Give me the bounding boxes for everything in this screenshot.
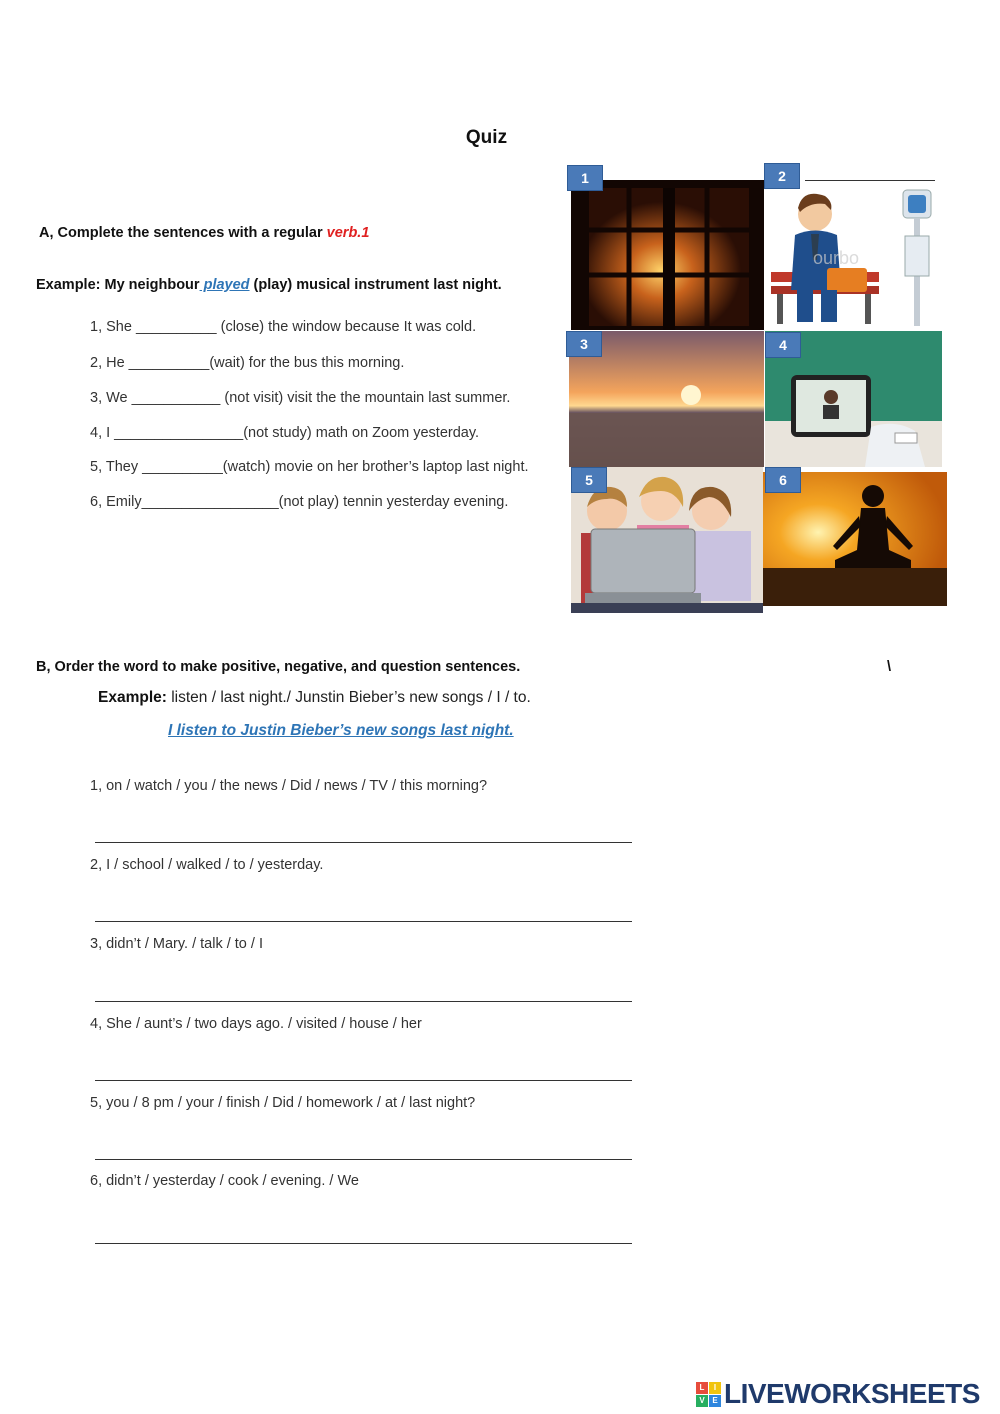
section-a-heading-text: A, Complete the sentences with a regular (39, 225, 327, 241)
photo-badge-6: 6 (765, 467, 801, 493)
section-b-example (98, 689, 531, 707)
section-b-item-5: 5, you / 8 pm / your / finish / Did / homework / at / last night? (90, 1095, 476, 1111)
stray-backslash: \ (887, 659, 892, 675)
section-b-item-2: 2, I / school / walked / to / yesterday. (90, 857, 324, 873)
photo-man-bus-stop (765, 180, 942, 330)
photo-badge-4: 4 (765, 332, 801, 358)
example-words: listen / last night./ Junstin Bieber’s new songs / I / to. (166, 689, 531, 706)
example-suffix: (play) musical instrument last night. (249, 277, 502, 293)
section-b-item-3: 3, didn’t / Mary. / talk / to / I (90, 936, 263, 952)
section-b-item-6: 6, didn’t / yesterday / cook / evening. / We (90, 1173, 359, 1189)
watermark-text: ourbo (813, 248, 860, 268)
section-b-heading: B, Order the word to make positive, negative, and question sentences. (36, 659, 521, 675)
logo-text: LIVEWORKSHEETS (724, 1378, 980, 1409)
example-label: Example: (98, 689, 167, 706)
section-a-item-3[interactable]: 3, We ___________ (not visit) visit the the mountain last summer. (90, 390, 511, 406)
photo-badge-5: 5 (571, 467, 607, 493)
logo-grid-icon: L I V E (696, 1382, 721, 1407)
section-b-item-4: 4, She / aunt’s / two days ago. / visited / house / her (90, 1016, 422, 1032)
answer-line-6[interactable] (95, 1243, 632, 1244)
photo-window-sunset (571, 180, 764, 330)
section-b-item-1: 1, on / watch / you / the news / Did / news / TV / this morning? (90, 778, 488, 794)
example-answer: played (199, 277, 250, 293)
example-prefix: Example: My neighbour (36, 277, 200, 293)
liveworksheets-logo (696, 1376, 980, 1412)
section-a-item-5[interactable]: 5, They __________(watch) movie on her brother’s laptop last night. (90, 459, 529, 475)
answer-line-3[interactable] (95, 1001, 632, 1002)
photo-badge-3: 3 (566, 331, 602, 357)
answer-line-5[interactable] (95, 1159, 632, 1160)
photo-badge-1: 1 (567, 165, 603, 191)
section-b-example-answer: I listen to Justin Bieber’s new songs last night. (168, 722, 514, 739)
photo-badge-2: 2 (764, 163, 800, 189)
section-a-item-4[interactable]: 4, I ________________(not study) math on Zoom yesterday. (90, 425, 480, 441)
section-a-heading-highlight: verb.1 (326, 225, 370, 241)
answer-line-2[interactable] (95, 921, 632, 922)
section-a-item-6[interactable]: 6, Emily_________________(not play) tennin yesterday evening. (90, 494, 509, 510)
answer-line-4[interactable] (95, 1080, 632, 1081)
section-a-example (36, 277, 502, 293)
page-title: Quiz (465, 127, 508, 148)
section-a-heading (39, 225, 369, 241)
answer-line-1[interactable] (95, 842, 632, 843)
section-a-item-2[interactable]: 2, He __________(wait) for the bus this morning. (90, 355, 405, 371)
section-a-item-1[interactable]: 1, She __________ (close) the window because It was cold. (90, 319, 477, 335)
